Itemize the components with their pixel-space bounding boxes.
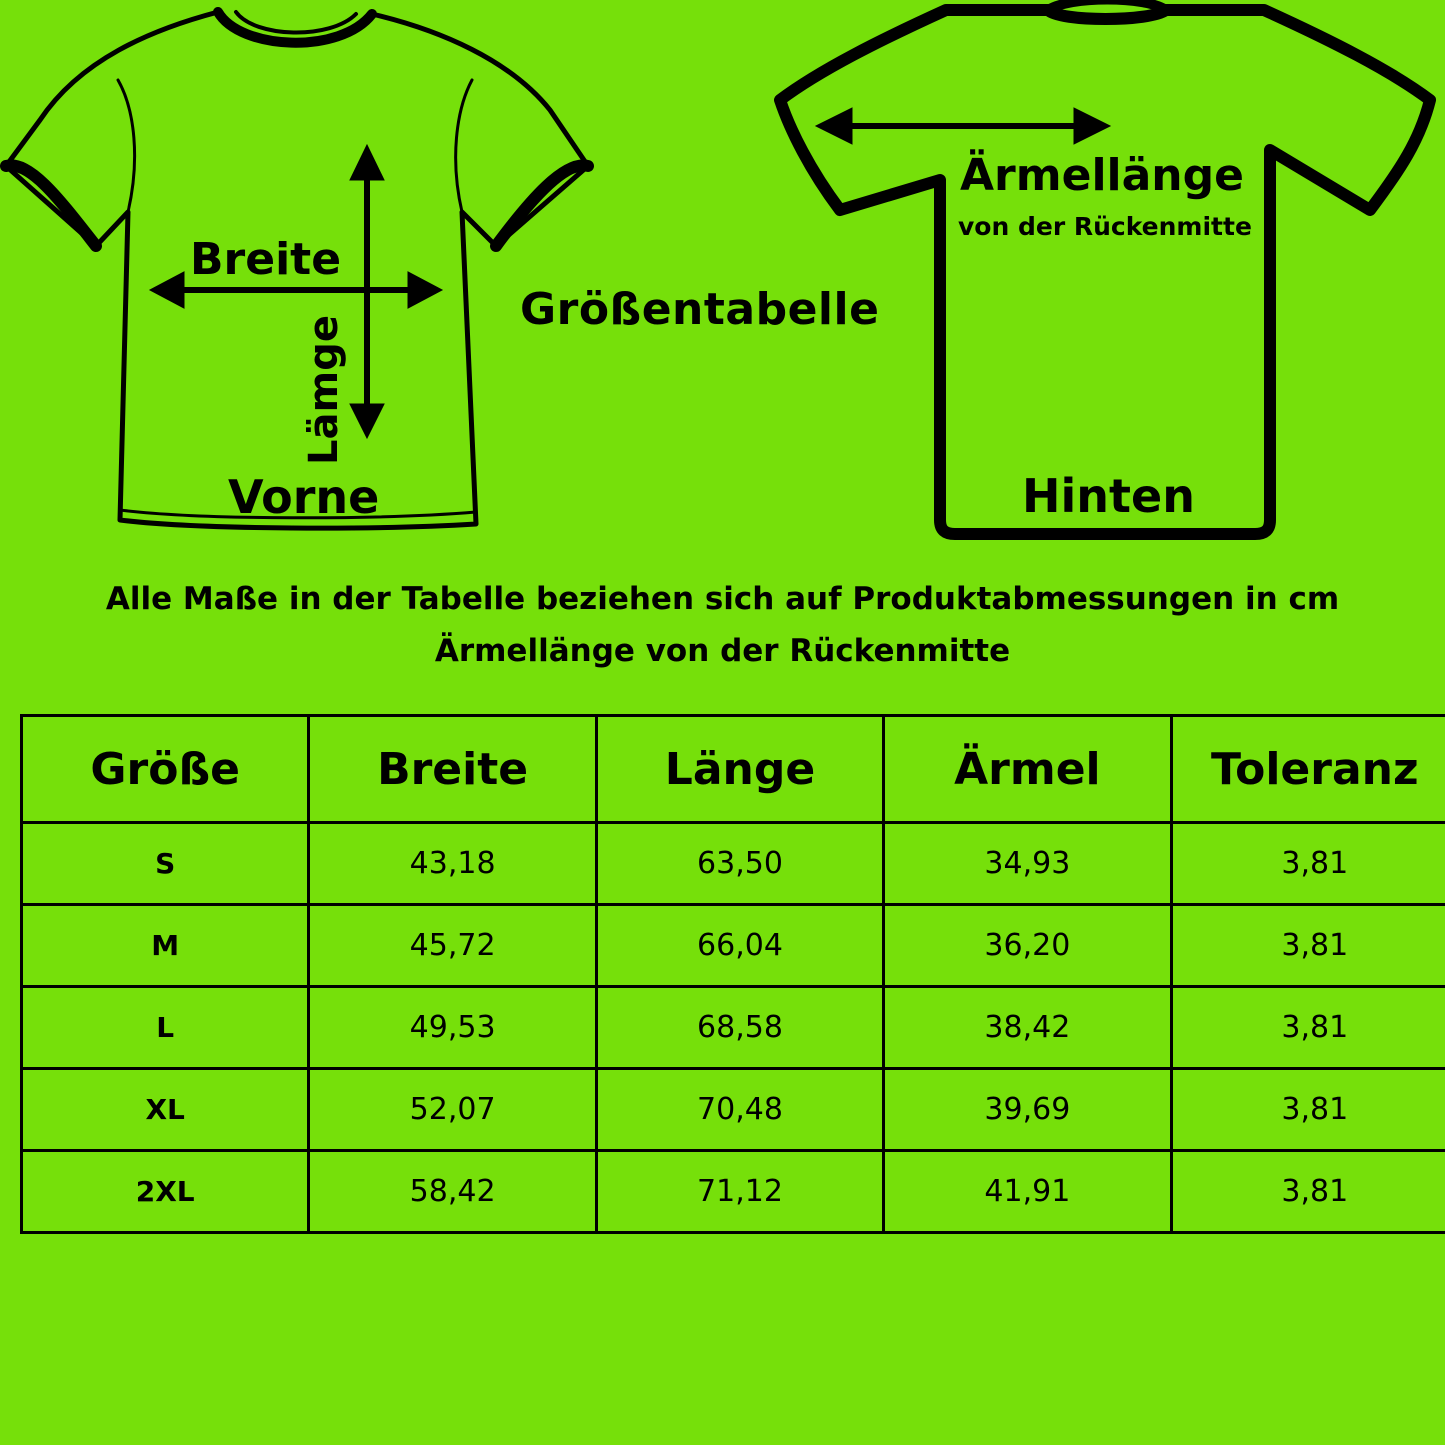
front-side-label: Vorne: [228, 470, 380, 524]
tolerance-cell: 3,81: [1171, 987, 1445, 1069]
sleeve-note: Ärmellänge von der Rückenmitte: [434, 633, 1011, 669]
sleeve-cell: 36,20: [884, 905, 1171, 987]
tolerance-cell: 3,81: [1171, 1069, 1445, 1151]
sleeve-cell: 34,93: [884, 823, 1171, 905]
measurement-note: Alle Maße in der Tabelle beziehen sich auf Produktabmessungen in cm: [105, 581, 1340, 617]
table-row: [22, 823, 1445, 905]
size-table: [20, 714, 1445, 1234]
width-cell: 58,42: [309, 1151, 596, 1233]
table-row: [22, 987, 1445, 1069]
table-row: [22, 1069, 1445, 1151]
front-length-label: Lämge: [301, 315, 347, 465]
sleeve-cell: 38,42: [884, 987, 1171, 1069]
front-width-label: Breite: [190, 234, 342, 285]
back-sleeve-label: Ärmellänge: [960, 150, 1244, 201]
length-cell: 63,50: [596, 823, 883, 905]
table-row: [22, 1151, 1445, 1233]
header-width: Breite: [309, 716, 596, 823]
size-cell: S: [22, 823, 309, 905]
sleeve-cell: 41,91: [884, 1151, 1171, 1233]
header-length: Länge: [596, 716, 883, 823]
table-row: [22, 905, 1445, 987]
length-cell: 68,58: [596, 987, 883, 1069]
sleeve-cell: 39,69: [884, 1069, 1171, 1151]
width-cell: 43,18: [309, 823, 596, 905]
width-cell: 49,53: [309, 987, 596, 1069]
size-cell: L: [22, 987, 309, 1069]
header-size: Größe: [22, 716, 309, 823]
tolerance-cell: 3,81: [1171, 823, 1445, 905]
size-cell: M: [22, 905, 309, 987]
tolerance-cell: 3,81: [1171, 905, 1445, 987]
length-cell: 71,12: [596, 1151, 883, 1233]
width-cell: 52,07: [309, 1069, 596, 1151]
length-cell: 70,48: [596, 1069, 883, 1151]
length-cell: 66,04: [596, 905, 883, 987]
width-cell: 45,72: [309, 905, 596, 987]
back-sleeve-sublabel: von der Rückenmitte: [958, 212, 1252, 241]
tolerance-cell: 3,81: [1171, 1151, 1445, 1233]
size-cell: 2XL: [22, 1151, 309, 1233]
table-header-row: [22, 716, 1445, 823]
page-title: Größentabelle: [520, 284, 880, 335]
header-tolerance: Toleranz: [1171, 716, 1445, 823]
size-cell: XL: [22, 1069, 309, 1151]
back-side-label: Hinten: [1022, 469, 1195, 523]
header-sleeve: Ärmel: [884, 716, 1171, 823]
